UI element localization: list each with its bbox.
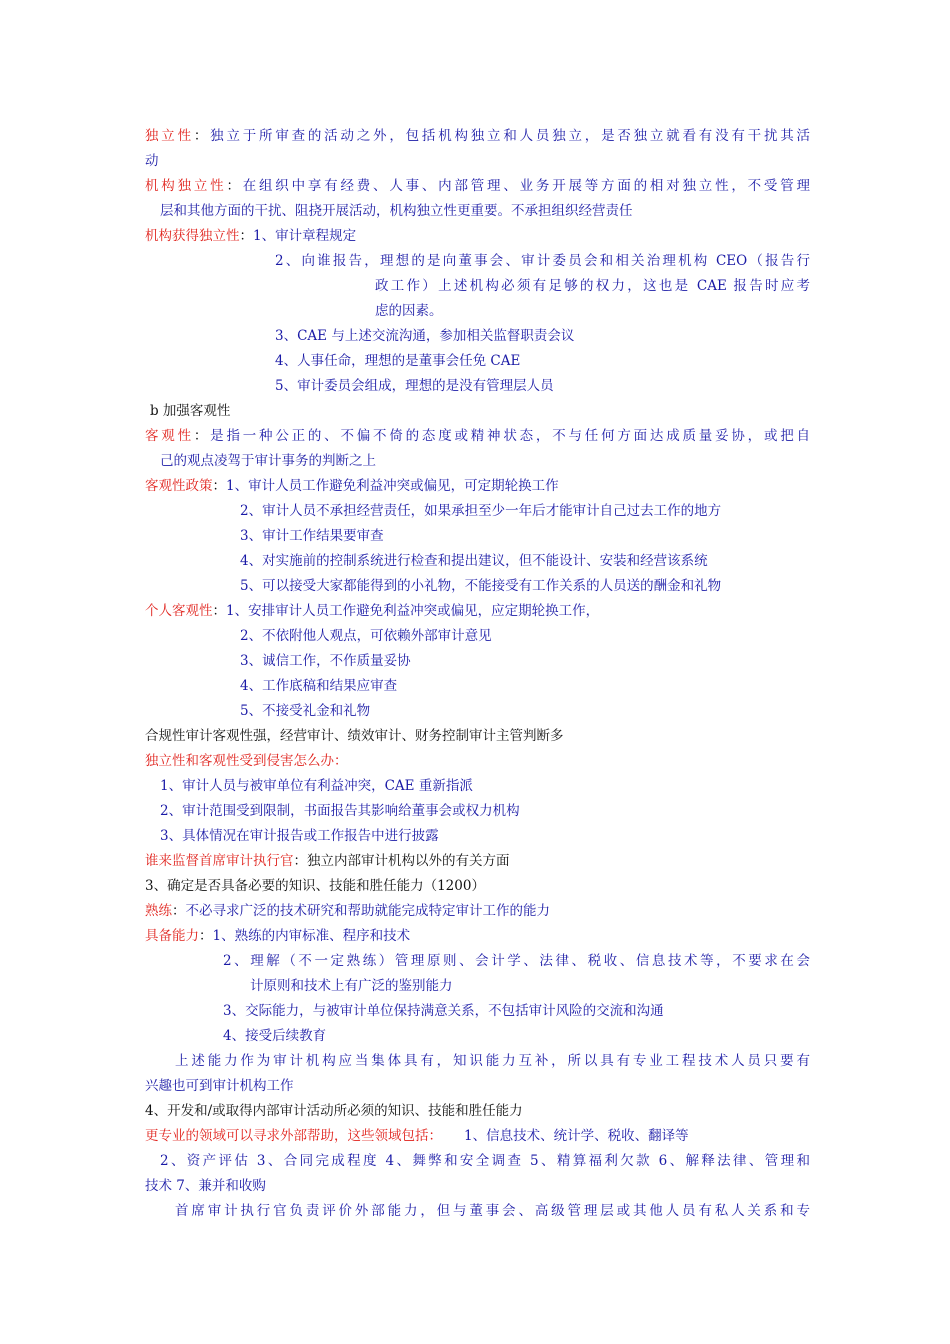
- paragraph-org-independence: 机构独立性：在组织中享有经费、人事、内部管理、业务开展等方面的相对独立性，不受管理: [145, 178, 811, 194]
- paragraph-independence: 独立性：独立于所审查的活动之外，包括机构独立和人员独立，是否独立就看有没有干扰其活: [145, 128, 811, 144]
- heading-b: b 加强客观性: [150, 403, 231, 419]
- paragraph-abilities: 具备能力：1、熟练的内审标准、程序和技术: [145, 928, 411, 944]
- paragraph-gain-independence: 机构获得独立性：1、审计章程规定: [145, 228, 357, 244]
- paragraph-proficiency: 熟练：不必寻求广泛的技术研究和帮助就能完成特定审计工作的能力: [145, 903, 550, 919]
- document-body: 独立性：独立于所审查的活动之外，包括机构独立和人员独立，是否独立就看有没有干扰其活 动 机构独立性：在组织中享有经费、人事、内部管理、业务开展等方面的相对独立性，不受管理 层和其他方面的干扰、阻挠开展活动，机构独立性更重要。不承担组织经营责任 机构获得独立性：1、审计章程规定 2、向谁报告，理想的是向董事会、审计委员会和相关治理机构 CEO（报告行 政工作）上述机构必须有足够的权力，这也是 CAE 报告时应考 虑的因素。 3、CAE 与上述交流沟通，参加相关监督职责会议 4、人事任命，理想的是董事会任免 CAE 5、审计委员会组成，理想的是没有管理层人员 b 加强客观性 客观性：是指一种公正的、不偏不倚的态度或精神状态，不与任何方面达成质量妥协，或把自 己的观点凌驾于审计事务的判断之上 客观性政策：1、审计人员工作避免利益冲突或偏见，可定期轮换工作 2、审计人员不承担经营责任，如果承担至少一年后才能审计自己过去工作的地方 3、审计工作结果要审查 4、对实施前的控制系统进行检查和提出建议，但不能设计、安装和经营该系统 5、可以接受大家都能得到的小礼物，不能接受有工作关系的人员送的酬金和礼物 个人客观性：1、安排审计人员工作避免利益冲突或偏见，应定期轮换工作， 2、不依附他人观点，可依赖外部审计意见 3、诚信工作，不作质量妥协 4、工作底稿和结果应审查 5、不接受礼金和礼物 合规性审计客观性强，经营审计、绩效审计、财务控制审计主管判断多 独立性和客观性受到侵害怎么办： 1、审计人员与被审单位有利益冲突，CAE 重新指派 2、审计范围受到限制，书面报告其影响给董事会或权力机构 3、具体情况在审计报告或工作报告中进行披露 谁来监督首席审计执行官：独立内部审计机构以外的有关方面 3、确定是否具备必要的知识、技能和胜任能力（1200） 熟练：不必寻求广泛的技术研究和帮助就能完成特定审计工作的能力 具备能力：1、熟练的内审标准、程序和技术 2、理解（不一定熟练）管理原则、会计学、法律、税收、信息技术等，不要求在会 计原则和技术上有广泛的鉴别能力 3、交际能力，与被审计单位保持满意关系，不包括审计风险的交流和沟通 4、接受后续教育 上述能力作为审计机构应当集体具有，知识能力互补，所以具有专业工程技术人员只要有 兴趣也可到审计机构工作 4、开发和/或取得内部审计活动所必须的知识、技能和胜任能力 更专业的领域可以寻求外部帮助，这些领域包括： 1、信息技术、统计学、税收、翻译等 2、资产评估 3、合同完成程度 4、舞弊和安全调查 5、精算福利欠款 6、解释法律、管理和 技术 7、兼并和收购 首席审计执行官负责评价外部能力，但与董事会、高级管理层或其他人员有私人关系和专: [145, 124, 810, 1224]
- paragraph-external-help: 更专业的领域可以寻求外部帮助，这些领域包括： 1、信息技术、统计学、税收、翻译等: [145, 1128, 689, 1144]
- heading-3: 3、确定是否具备必要的知识、技能和胜任能力（1200）: [145, 878, 485, 894]
- paragraph-compliance: 合规性审计客观性强，经营审计、绩效审计、财务控制审计主管判断多: [145, 728, 564, 744]
- paragraph-infringed: 独立性和客观性受到侵害怎么办：: [145, 753, 348, 769]
- paragraph-cae-evaluate: 首席审计执行官负责评价外部能力，但与董事会、高级管理层或其他人员有私人关系和专: [175, 1203, 810, 1219]
- paragraph-objectivity-policy: 客观性政策：1、审计人员工作避免利益冲突或偏见，可定期轮换工作: [145, 478, 559, 494]
- paragraph-objectivity: 客观性：是指一种公正的、不偏不倚的态度或精神状态，不与任何方面达成质量妥协，或把自: [145, 428, 811, 444]
- paragraph-personal-objectivity: 个人客观性：1、安排审计人员工作避免利益冲突或偏见，应定期轮换工作，: [145, 603, 600, 619]
- heading-4: 4、开发和/或取得内部审计活动所必须的知识、技能和胜任能力: [145, 1103, 523, 1119]
- paragraph-supervise-cae: 谁来监督首席审计执行官：独立内部审计机构以外的有关方面: [145, 853, 510, 869]
- term-independence: 独立性: [145, 128, 194, 144]
- paragraph-collective: 上述能力作为审计机构应当集体具有，知识能力互补，所以具有专业工程技术人员只要有: [175, 1053, 810, 1069]
